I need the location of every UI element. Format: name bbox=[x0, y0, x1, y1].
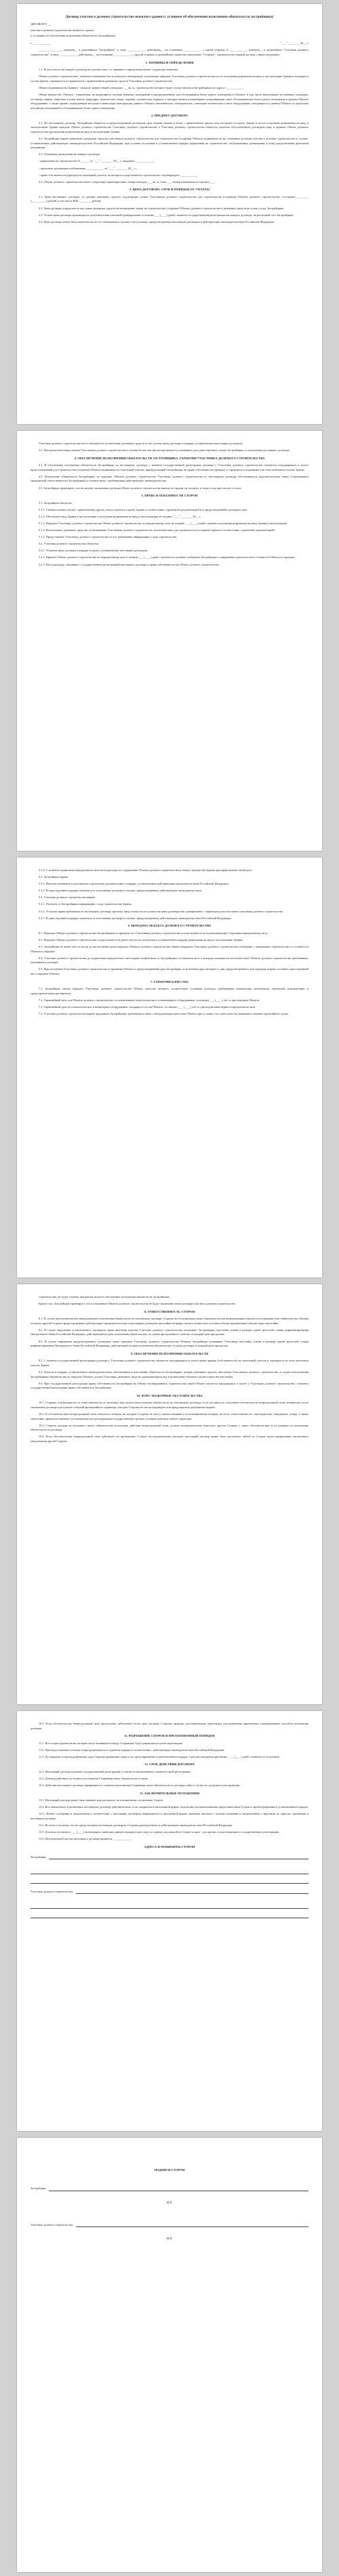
paragraph: 7.2. Гарантийный срок для Объекта долевого строительства, за исключением технологического и инженерного оборудования, составляет ___ (____) лет со дня передачи Объекта. bbox=[39, 998, 260, 1002]
paragraph: 12.3. Действие настоящего договора прекращается с момента выполнения Сторонами своих обязательств по договору либо в случае его досрочного расторжения. bbox=[39, 1783, 240, 1788]
blank-line bbox=[31, 1878, 308, 1884]
section-heading: 9. ОБЕСПЕЧЕНИЕ ИСПОЛНЕНИЯ ОБЯЗАТЕЛЬСТВ bbox=[130, 1351, 209, 1355]
paragraph: 12.1. Настоящий договор подлежит государственной регистрации и считается заключенным с момента такой регистрации. bbox=[39, 1769, 191, 1773]
paragraph: 11.3. До передачи спора на разрешение суда Стороны принимают меры к его урегулированию в претензионном порядке. Срок рассмотрения претензии - ___ (____) дней с момента ее получения. bbox=[39, 1754, 280, 1758]
document-page bbox=[17, 1284, 322, 1704]
signature-label: Участник долевого строительства: bbox=[31, 1889, 74, 1893]
section-heading: 3. ЦЕНА ДОГОВОРА. СРОК И ПОРЯДОК ЕЕ УПЛАТЫ bbox=[129, 188, 210, 192]
signature-line bbox=[31, 1855, 308, 1859]
paragraph: Объект долевого строительства - нежилое помещение (часть нежилого помещения), подлежащее передаче Участнику долевого строительства после получения разрешения на ввод в эксплуатацию Здания и входящее в состав Здания, строящегося (создаваемого) с привлечением денежных средств Участника долевого строительства. bbox=[31, 75, 308, 83]
paragraph: 10.3. Сторона, которая не исполняет своего обязательства вследствие действия непреодолимой силы, должна незамедлительно известить другую Сторону о таких обстоятельствах и их влиянии на исполнение обязательств по договору. bbox=[31, 1423, 308, 1432]
contract-subtitle: (с условием об обеспечении исполнения обязательств Застройщика) bbox=[31, 34, 116, 38]
paragraph: 2.1. По настоящему договору Застройщик обязуется в предусмотренный договором срок своими силами и (или) с привлечением других лиц построить (создать) Здание и после получения разрешения на ввод в эксплуатацию Здания передать Объект долевого строительства Участнику долевого строительства, а Участник долевого строительства обязуется уплатить обусловленную договором цену и принять Объект долевого строительства при наличии разрешения на ввод в эксплуатацию Здания. bbox=[31, 121, 308, 133]
paragraph: 5.4. Участник долевого строительства вправе: bbox=[39, 895, 96, 900]
section-heading: 2. ПРЕДМЕТ ДОГОВОРА bbox=[151, 114, 188, 118]
paragraph: 9.2. Залогом в порядке, установленном законодательством, обеспечивается исполнение обязательств Застройщика: возврат денежных средств, внесенных Участником долевого строительства, в случае неисполнения Застройщиком обязательства по передаче Объекта; уплата Участнику денежных средств, причитающихся ему в возмещение убытков и (или) в качестве неустойки. bbox=[31, 1370, 308, 1378]
section-heading: АДРЕСА И РЕКВИЗИТЫ СТОРОН bbox=[144, 1844, 195, 1849]
paragraph: 10.5. Если обстоятельства непреодолимой силы продолжают действовать более двух месяцев, Стороны проводят дополнительные переговоры для выявления приемлемых альтернативных способов исполнения договора. bbox=[31, 1722, 308, 1730]
paragraph: 13.1. Настоящий договор может быть изменен или расторгнут по письменному соглашению Сторон. bbox=[39, 1798, 164, 1802]
blank-line bbox=[31, 1913, 308, 1918]
paragraph: 11.2. При недостижении согласия споры разрешаются в судебном порядке в соответствии с действующим законодательством Российской Федерации. bbox=[39, 1748, 225, 1752]
document-page bbox=[17, 4, 322, 424]
section-heading: ПОДПИСИ СТОРОН bbox=[154, 2168, 185, 2172]
paragraph: 6.1. Передача Объекта долевого строительства Застройщиком и принятие его Участником долевого строительства осуществляются по подписываемому Сторонами передаточному акту. bbox=[39, 931, 268, 935]
signature-blank bbox=[49, 2187, 308, 2191]
section-heading: 1. ТЕРМИНЫ И ОПРЕДЕЛЕНИЯ bbox=[145, 60, 194, 64]
section-heading: 11. РАЗРЕШЕНИЕ СПОРОВ И ПРЕТЕНЗИОННЫЙ ПОРЯДОК bbox=[124, 1734, 215, 1738]
paragraph: 5.4.1. Получать от Застройщика информацию о ходе строительства Здания. bbox=[39, 902, 132, 906]
section-heading: 6. ПЕРЕДАЧА ОБЪЕКТА ДОЛЕВОГО СТРОИТЕЛЬСТВА bbox=[127, 924, 212, 928]
paragraph: 6.4. Участник долевого строительства до подписания передаточного акта вправе потребовать от Застройщика составления акта, в котором указывается несоответствие Объекта долевого строительства требованиям, указанным в договоре. bbox=[31, 956, 308, 965]
paragraph: 13.4. Во всем остальном, что не предусмотрено настоящим договором, Стороны руководствуются действующим законодательством Российской Федерации. bbox=[39, 1823, 233, 1828]
document-page bbox=[17, 858, 322, 1278]
paragraph: 6.5. При уклонении Участника долевого строительства от принятия Объекта в предусмотренный срок Застройщик по истечении двух месяцев со дня, предусмотренного для передачи, вправе составить односторонний акт о передаче Объекта. bbox=[31, 967, 308, 975]
document-page bbox=[17, 1711, 322, 2131]
paragraph: 3.4. Цена договора может быть изменена после его заключения в случаях и на условиях, предусмотренных настоящим договором и действующим законодательством Российской Федерации. bbox=[39, 219, 275, 224]
paragraph: 5.2. Участник долевого строительства обязуется: bbox=[39, 542, 100, 546]
place-and-date bbox=[31, 41, 308, 46]
paragraph: 6.3. Застройщик не менее чем за месяц до наступления срока передачи Объекта долевого строительства обязан направить Участнику долевого строительства сообщение о завершении строительства и о готовности Объекта к передаче. bbox=[31, 944, 308, 953]
paragraph: 11.1. Все споры и разногласия, которые могут возникнуть между Сторонами, будут разрешаться путем переговоров. bbox=[39, 1741, 183, 1745]
signature-line bbox=[31, 2187, 308, 2191]
paragraph: 8.1. В случае неисполнения или ненадлежащего исполнения обязательств по настоящему договору Сторона, не исполнившая своих обязательств или ненадлежащим образом исполнившая свои обязательства, обязана уплатить другой Стороне предусмотренные действующим законодательством и настоящим договором неустойки (штрафы, пени) и возместить в полном объеме причиненные убытки сверх неустойки. bbox=[31, 1317, 308, 1325]
paragraph: Общее имущество Объекта - помещения, не являющиеся частями нежилых помещений и предназначенные для обслуживания более одного помещения в Объекте, в том числе межэтажные лестничные площадки, лестницы, лифты, лифтовые и иные шахты, коридоры, технические этажи, чердаки, технические подвалы, в которых имеются инженерные коммуникации, иное обслуживающее более одного помещения в данном Объекте оборудование, а также крыши, ограждающие несущие и ненесущие конструкции данного Объекта, механическое, электрическое, санитарно-техническое и иное оборудование, находящееся в данном Объекте за пределами или внутри помещений и обслуживающее более одного помещения. bbox=[31, 92, 308, 110]
paragraph: 4.3. Застройщик гарантирует, что на момент заключения договора Объект долевого строительства никому не продан, не заложен, в споре и под арестом не состоит. bbox=[39, 486, 242, 490]
paragraph: 5.1.2. Обеспечить ввод Здания в эксплуатацию и получение разрешения на ввод в эксплуатацию не позднее "___" ________ 20__ г. bbox=[39, 514, 201, 518]
section-heading: 10. ФОРС-МАЖОРНЫЕ ОБСТОЯТЕЛЬСТВА bbox=[136, 1393, 203, 1397]
paragraph: Участник долевого строительства несет обязанность по внесению денежных средств в счет уплаты цены договора в порядке, установленном настоящим договором. bbox=[39, 442, 243, 445]
paragraph: 13.5. Договор составлен в ___ (____) экземплярах, имеющих равную юридическую силу, по одному для каждой из Сторон и один - для органа, осуществляющего государственную регистрацию. bbox=[39, 1830, 280, 1834]
paragraph: 5.2.3. Нести расходы, связанные с государственной регистрацией настоящего договора и права собственности на Объект долевого строительства. bbox=[39, 562, 220, 566]
paragraph: 5.1.1. Своими силами и (или) с привлечением других лиц построить (создать) Здание в соответствии с проектной документацией и в предусмотренный договором срок. bbox=[39, 507, 248, 511]
contract-date: "___" ________ 20__ г. bbox=[280, 41, 308, 45]
section-heading: 12. СРОК ДЕЙСТВИЯ ДОГОВОРА bbox=[144, 1762, 195, 1767]
paragraph: 5.2.2. Принять Объект долевого строительства по передаточному акту в течение ___ (____) дней с момента получения сообщения Застройщика о завершении строительства и готовности Объекта к передаче. bbox=[39, 555, 296, 559]
paragraph: 3.3. Уплата цены договора производится путем внесения платежей единовременно в течение ___ (____) дней с момента государственной регистрации настоящего договора, на расчетный счет Застройщика. bbox=[39, 213, 294, 217]
section-heading: 7. ГАРАНТИИ КАЧЕСТВА bbox=[151, 979, 188, 984]
paragraph: 2.3. Основания заключения настоящего договора: bbox=[39, 152, 100, 156]
signature-label: Застройщик: bbox=[31, 2186, 47, 2190]
paragraph: 13.6. Неотъемлемой частью настоящего договора являются: ____________. bbox=[39, 1837, 132, 1841]
paragraph: 8.2. В случае нарушения установленного договором срока внесения платежа Участник долевого строительства уплачивает Застройщику неустойку (пени) в размере одной трехсотой ставки рефинансирования Центрального банка Российской Федерации, действующей на день исполнения обязательства, от суммы просроченного платежа за каждый день просрочки. bbox=[31, 1328, 308, 1336]
document-title: Договор участия в долевом строительстве нежилого здания (с условием об обеспечении исполнения обязательств застройщика) bbox=[65, 15, 274, 19]
paragraph: 9.1. С момента государственной регистрации договора у Участника долевого строительства считаются находящимися в залоге право аренды (собственности) на земельный участок и строящееся на этом земельном участке Здание. bbox=[31, 1359, 308, 1367]
paragraph: - разрешение на строительство N ______ от "___" ________ 20__ г., выданное ____________; bbox=[39, 159, 155, 163]
paragraph: 7.4. Участник долевого строительства вправе предъявить Застройщику требования в связи с ненадлежащим качеством Объекта при условии, что такое качество выявлено в течение гарантийного срока. bbox=[39, 1011, 289, 1015]
spacer bbox=[31, 2212, 308, 2217]
paragraph: 5.1.5. Предоставлять Участнику долевого строительства по его требованию информацию о ходе строительства. bbox=[39, 535, 178, 539]
contract-city: г. ____________ bbox=[31, 41, 51, 45]
signature-blank bbox=[76, 1889, 308, 1894]
paragraph: Объект недвижимости (Здание) - нежилое здание общей площадью ___ кв. м, строительство которого будет осуществляться Застройщиком по адресу: ____________. bbox=[39, 85, 245, 89]
stamp-label: М.П. bbox=[166, 2200, 173, 2204]
paragraph: 1.1. Если в тексте настоящего договора не указано иное, то термины и определения имеют следующее значение: bbox=[39, 68, 179, 72]
paragraph: 5.2.1. Уплатить цену договора в порядке и сроки, установленные настоящим договором. bbox=[39, 549, 148, 553]
paragraph: 5.4.2. Уступить права требования по настоящему договору третьему лицу только после уплаты им цены договора или одновременно с переводом долга на нового участника долевого строительства. bbox=[39, 909, 283, 913]
blank-line bbox=[31, 1869, 308, 1874]
signature-label: Застройщик: bbox=[31, 1855, 47, 1859]
paragraph: 10.4. Если обстоятельства непреодолимой силы действуют на протяжении 3 (трех) последовательных месяцев, настоящий договор может быть расторгнут любой из Сторон путем направления письменного уведомления другой Стороне. bbox=[31, 1435, 308, 1443]
section-heading: 8. ОТВЕТСТВЕННОСТЬ СТОРОН bbox=[144, 1309, 195, 1313]
document-page bbox=[17, 2138, 322, 2572]
section-heading: 13. ЗАКЛЮЧИТЕЛЬНЫЕ ПОЛОЖЕНИЯ bbox=[139, 1791, 200, 1795]
section-heading: 4. ОБЕСПЕЧЕНИЕ ИСПОЛНЕНИЯ ОБЯЗАТЕЛЬСТВ ЗАСТРОЙЩИКА. ГАРАНТИИ УЧАСТНИКА ДОЛЕВОГО СТРОИТЕЛЬСТВА bbox=[74, 456, 265, 460]
spacer bbox=[31, 2176, 308, 2181]
paragraph: 2.4. Объект долевого строительства имеет следующие характеристики: общая площадь ___ кв. м, этаж ___, номер помещения по проекту ___. bbox=[39, 180, 216, 184]
paragraph: 5.4.3. В одностороннем порядке отказаться от исполнения договора в случаях, предусмотренных действующим законодательством Российской Федерации. bbox=[39, 916, 232, 920]
signature-blank bbox=[76, 2222, 308, 2227]
paragraph: 4.2. Исполнение обязательств Застройщика по передаче Объекта долевого строительства Участнику долевого строительства по настоящему договору обеспечивается поручительством банка (страхованием гражданской ответственности Застройщика) в соответствии с требованиями действующего законодательства. bbox=[31, 474, 308, 483]
paragraph: 13.2. Все изменения и дополнения к настоящему договору действительны, если совершены в письменной форме, подписаны уполномоченными представителями Сторон и зарегистрированы в установленном порядке. bbox=[39, 1805, 308, 1809]
paragraph: 6.2. Передача Объекта долевого строительства осуществляется не ранее чем после получения в установленном порядке разрешения на ввод в эксплуатацию Здания. bbox=[39, 937, 243, 942]
document-page bbox=[17, 431, 322, 851]
paragraph: строительства, не будут служить предметом залога в обеспечение исполнения обязательств Застройщика. bbox=[39, 1295, 170, 1298]
paragraph: 5.2.4. С момента подписания передаточного акта нести расходы по содержанию Объекта долевого строительства и общего имущества Здания пропорционально своей доле. bbox=[39, 868, 253, 872]
blank-line bbox=[31, 1903, 308, 1909]
paragraph: - проектная декларация опубликована ____________ от "___" ________ 20__ г.; bbox=[39, 166, 137, 170]
paragraph: 4.1. В обеспечение исполнения обязательств Застройщика по настоящему договору с момента государственной регистрации договора у Участника долевого строительства считаются находящимися в залоге предоставленный для строительства (создания) Объекта недвижимости земельный участок, принадлежащий Застройщику на праве собственности (аренды), и строящееся (создаваемое) на этом земельном участке Здание. bbox=[31, 463, 308, 471]
paragraph: 5.1.3. Передать Участнику долевого строительства Объект долевого строительства по передаточному акту не позднее ___ (____) дней с момента получения разрешения на ввод Здания в эксплуатацию. bbox=[39, 521, 288, 525]
signature-line bbox=[31, 1889, 308, 1894]
contract-number: ДОГОВОР N ___ bbox=[31, 22, 52, 26]
paragraph: 5.3.2. В одностороннем порядке отказаться от исполнения договора в случаях, предусмотренных действующим законодательством. bbox=[39, 889, 202, 893]
spacer bbox=[31, 2206, 308, 2212]
stamp-label: М.П. bbox=[166, 2237, 173, 2241]
paragraph: 5.3.1. Вносить изменения и дополнения в проектную документацию в порядке, установленном действующим законодательством Российской Федерации. bbox=[39, 882, 229, 886]
contract-subtitle: участия в долевом строительстве нежилого здания bbox=[31, 28, 94, 32]
paragraph: 2.2. Застройщик вправе привлекать денежные средства участников долевого строительства для строительства (создания) Объекта недвижимости на основании договора участия в долевом строительстве в случаях, установленных действующим законодательством Российской Федерации, при условии получения в установленном порядке разрешения на строительство, опубликования, размещения и (или) представления проектной декларации. bbox=[31, 137, 308, 150]
paragraph: 5.3. Застройщик вправе: bbox=[39, 875, 69, 879]
paragraph: 10.2. К обстоятельствам непреодолимой силы относятся события, на которые Стороны не могут оказать влияния и за возникновение которых не несут ответственности: землетрясение, наводнение, пожар, а также забастовка, правительственные постановления или распоряжения государственных органов, военные действия любого характера. bbox=[31, 1412, 308, 1420]
paragraph: 5.1. Застройщик обязуется: bbox=[39, 501, 73, 505]
signature-blank bbox=[49, 1855, 308, 1859]
paragraph: - право собственности (аренды) на земельный участок, на котором осуществляется строительство, подтверждено ____________. bbox=[39, 173, 199, 177]
paragraph: 10.1. Стороны освобождаются от ответственности за частичное или полное неисполнение обязательств по настоящему договору, если оно явилось следствием обстоятельств непреодолимой силы, возникших после заключения договора в результате событий чрезвычайного характера, которые Стороны не могли предвидеть или предотвратить разумными мерами. bbox=[31, 1401, 308, 1409]
paragraph: 9.3. При государственной регистрации права собственности Застройщика на Объект незавершенного строительства такой Объект считается находящимся в залоге у Участника долевого строительства с момента государственной регистрации права собственности Застройщика. bbox=[31, 1381, 308, 1390]
preamble: ________________, именуем__ в дальнейшем "Застройщик", в лице ____________, действующ__ на основании ____________, с одной стороны, и ____________, именуем__ в дальнейшем "Участник долевого строительства", в лице ____________, действующ__ на основании ____________, с другой стороны, в дальнейшем совместно именуемые "Стороны", заключили настоящий договор о нижеследующем: bbox=[31, 48, 308, 56]
paragraph: 3.1. Цена настоящего договора, т.е. размер денежных средств, подлежащих уплате Участником долевого строительства для строительства (создания) Объекта долевого строительства, составляет ________ (__________) рублей, в том числе НДС ________ рублей. bbox=[31, 194, 308, 203]
paragraph: 13.3. Любые сообщения и уведомления в соответствии с настоящим договором направляются в письменной форме заказным письмом с описью вложения и уведомлением о вручении по адресам, указанным в настоящем договоре. bbox=[31, 1812, 308, 1821]
signature-line bbox=[31, 2222, 308, 2227]
paragraph: 12.2. Договор действует до полного исполнения Сторонами своих обязательств по нему. bbox=[39, 1777, 148, 1781]
paragraph: 8.3. В случае нарушения предусмотренного договором срока передачи Участнику долевого строительства Объекта Застройщик уплачивает Участнику неустойку (пени) в размере одной трехсотой ставки рефинансирования Центрального банка Российской Федерации, действующей на день исполнения обязательства, от цены договора за каждый день просрочки. bbox=[31, 1339, 308, 1348]
paragraph: 7.3. Гарантийный срок на технологическое и инженерное оборудование, входящее в состав Объекта, составляет ___ (____) лет со дня подписания первого передаточного акта. bbox=[39, 1005, 256, 1009]
section-heading: 5. ПРАВА И ОБЯЗАННОСТИ СТОРОН bbox=[141, 494, 198, 498]
signature-label: Участник долевого строительства: bbox=[31, 2222, 74, 2226]
paragraph: 3.2. Цена договора определяется как сумма денежных средств на возмещение затрат на строительство (создание) Объекта долевого строительства и денежных средств на оплату услуг Застройщика. bbox=[39, 206, 285, 210]
paragraph: Кроме того, Застройщик гарантирует, что в отношении Объекта долевого строительства не будут заключены иные договоры участия в долевом строительстве. bbox=[39, 1302, 236, 1306]
paragraph: 3.5. Просрочка внесения платежа Участником долевого строительства в течение более чем два месяца является основанием для одностороннего отказа Застройщика от исполнения настоящего договора. bbox=[39, 448, 290, 452]
paragraph: 5.1.4. Использовать денежные средства, уплачиваемые Участником долевого строительства, исключительно для строительства (создания) Здания в соответствии с проектной документацией. bbox=[39, 528, 275, 532]
paragraph: 7.1. Застройщик обязан передать Участнику долевого строительства Объект, качество которого соответствует условиям договора, требованиям технических регламентов, проектной документации и градостроительных регламентов. bbox=[31, 987, 308, 995]
